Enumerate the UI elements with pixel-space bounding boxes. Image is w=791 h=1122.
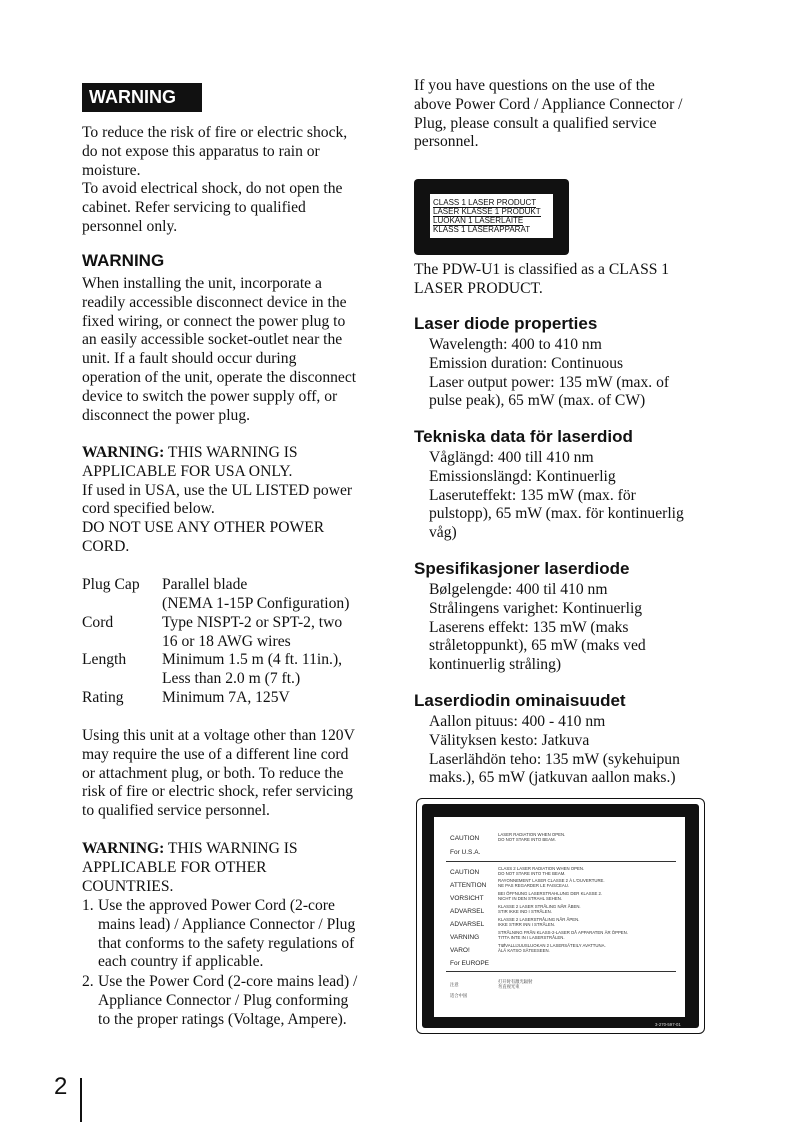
usa-warning-block xyxy=(82,444,382,557)
eu-key: ADVARSEL xyxy=(450,921,485,928)
laser-label-line: CLASS 1 LASER PRODUCT xyxy=(433,198,537,207)
section-heading: Spesifikasjoner laserdiode xyxy=(414,559,630,578)
caution-usa-text: LASER RADIATION WHEN OPEN. DO NOT STARE INTO BEAM. xyxy=(498,832,566,842)
section-body: Aallon pituus: 400 - 410 nm Välityksen kesto: Jatkuva Laserlähdön teho: 135 mW (sykehuipun maks.), 65 mW (jatkuvan aallon maks.) xyxy=(429,713,680,787)
spec-value: Type NISPT-2 or SPT-2, two 16 or 18 AWG wires xyxy=(162,614,343,650)
power-cord-questions: If you have questions on the use of the above Power Cord / Appliance Connector / Plug, please consult a qualified service personnel. xyxy=(414,77,683,151)
warning-paragraph-1: To reduce the risk of fire or electric shock, do not expose this apparatus to rain or moisture. To avoid electrical shock, do not open the cabinet. Refer servicing to qualified personnel only. xyxy=(82,124,348,235)
other-warning-label: WARNING: xyxy=(82,840,165,857)
divider xyxy=(446,861,676,862)
list-text: Use the Power Cord (2-core mains lead) / Appliance Connector / Plug conforming to the proper ratings (Voltage, Ampere). xyxy=(98,973,358,1028)
cn-text: 打开时有激光辐射 勿直视光束 xyxy=(498,979,533,989)
section-body: Wavelength: 400 to 410 nm Emission duration: Continuous Laser output power: 135 mW (max. of pulse peak), 65 mW (max. of CW) xyxy=(429,336,670,410)
page-number: 2 xyxy=(54,1073,68,1100)
usa-warning-text: THIS WARNING IS xyxy=(164,444,298,461)
warning-heading-2: WARNING xyxy=(82,251,165,270)
laser-label-inner xyxy=(430,194,553,238)
eu-text: CLASS 2 LASER RADIATION WHEN OPEN. DO NOT STARE INTO THE BEAM. xyxy=(498,866,585,876)
list-number: 1. xyxy=(82,897,94,914)
usa-warning-label: WARNING: xyxy=(82,444,165,461)
section-body: Bølgelengde: 400 til 410 nm Strålingens varighet: Kontinuerlig Laserens effekt: 135 mW (maks stråletoppunkt), 65 mW (maks ved kontinuerlig stråling) xyxy=(429,581,646,674)
spec-key: Rating xyxy=(82,689,124,706)
spec-key: Cord xyxy=(82,614,114,631)
list-text: Use the approved Power Cord (2-core mains lead) / Appliance Connector / Plug that conforms to the safety regulations of each country if applicable. xyxy=(98,897,356,971)
disconnect-paragraph: When installing the unit, incorporate a readily accessible disconnect device in the fixed wiring, or connect the power plug to an easily accessible socket-outlet near the unit. If a fault should occur during operation of the unit, operate the disconnect device to switch the power supply off, or disconnect the power plug. xyxy=(82,275,357,424)
section-heading: Laser diode properties xyxy=(414,314,598,333)
spec-key: Plug Cap xyxy=(82,576,140,593)
label-part-code: 3-270-597-01 xyxy=(655,1022,681,1027)
voltage-paragraph: Using this unit at a voltage other than 120V may require the use of a different line cord or attachment plug, or both. To reduce the risk of fire or electric shock, refer servicing to qualified service personnel. xyxy=(82,727,355,820)
for-usa-label: For U.S.A. xyxy=(450,849,481,856)
page-number-rule xyxy=(80,1078,82,1122)
eu-text: RAYONNEMENT LASER CLASSE 2 À L'OUVERTURE. NE PAS REGARDER LE FAISCEAU. xyxy=(498,878,605,888)
eu-text: TIØVALLIJUUSLUOKAN 2 LASERSÄTEILY AVATTUNA. ÄLÄ KATSO SÄTEESEEN. xyxy=(498,943,606,953)
spec-key: Length xyxy=(82,651,127,668)
eu-key: ADVARSEL xyxy=(450,908,485,915)
section-body: Våglängd: 400 till 410 nm Emissionslängd: Kontinuerlig Laseruteffekt: 135 mW (max. för pulstopp), 65 mW (max. för kontinuerlig våg) xyxy=(429,449,684,542)
other-warning-text: THIS WARNING IS xyxy=(164,840,298,857)
eu-text: KLASSE 2 LASER STRÅLING NÅR ÅBEN. STIR IKKE IND I STRÅLEN. xyxy=(498,904,581,914)
eu-text: KLASSE 2 LASERSTRÅLING NÅR ÅPEN. IKKE STIRR INN I STRÅLEN. xyxy=(498,917,580,927)
other-countries-warning-block xyxy=(82,840,382,896)
eu-key: VORSICHT xyxy=(450,895,484,902)
laser-label-line: LASER KLASSE 1 PRODUKT xyxy=(433,207,541,216)
eu-key: ATTENTION xyxy=(450,882,487,889)
eu-key: VARO! xyxy=(450,947,470,954)
for-europe-label: For EUROPE xyxy=(450,960,490,967)
classification-text: The PDW-U1 is classified as a CLASS 1 LASER PRODUCT. xyxy=(414,261,670,297)
eu-text: STRÅLNING FRÅN KLASS-2-LASER DÅ APPARATEN ÄR ÖPPEN. TITTA INTE IN I LASERSTRÅLEN. xyxy=(498,930,628,940)
laser-label-line: LUOKAN 1 LASERLAITE xyxy=(433,216,524,225)
spec-value: Minimum 1.5 m (4 ft. 11in.), Less than 2.0 m (7 ft.) xyxy=(162,651,343,687)
caution-usa-key: CAUTION xyxy=(450,835,480,842)
section-heading: Tekniska data för laserdiod xyxy=(414,427,633,446)
laser-label-line: KLASS 1 LASERAPPARAT xyxy=(433,225,531,234)
spec-value: Parallel blade (NEMA 1-15P Configuration) xyxy=(162,576,350,612)
caution-label xyxy=(434,817,685,1017)
usa-warning-rest: APPLICABLE FOR USA ONLY. If used in USA, use the UL LISTED power cord specified below. DO NOT USE ANY OTHER POWER CORD. xyxy=(82,462,353,555)
list-number: 2. xyxy=(82,973,94,990)
eu-key: CAUTION xyxy=(450,869,480,876)
class1-laser-label xyxy=(414,179,569,255)
other-warning-rest: APPLICABLE FOR OTHER COUNTRIES. xyxy=(82,858,267,895)
cn-for: 适合中国 xyxy=(450,993,468,998)
eu-key: VARNING xyxy=(450,934,480,941)
spec-value: Minimum 7A, 125V xyxy=(162,689,290,706)
divider xyxy=(446,971,676,972)
cn-key: 注意 xyxy=(450,982,459,987)
eu-text: BEI ÖFFNUNG LASERSTRAHLUNG DER KLASSE 2. NICHT IN DEN STRAHL SEHEN. xyxy=(498,891,603,901)
warning-box-heading: WARNING xyxy=(82,83,202,112)
section-heading: Laserdiodin ominaisuudet xyxy=(414,691,626,710)
